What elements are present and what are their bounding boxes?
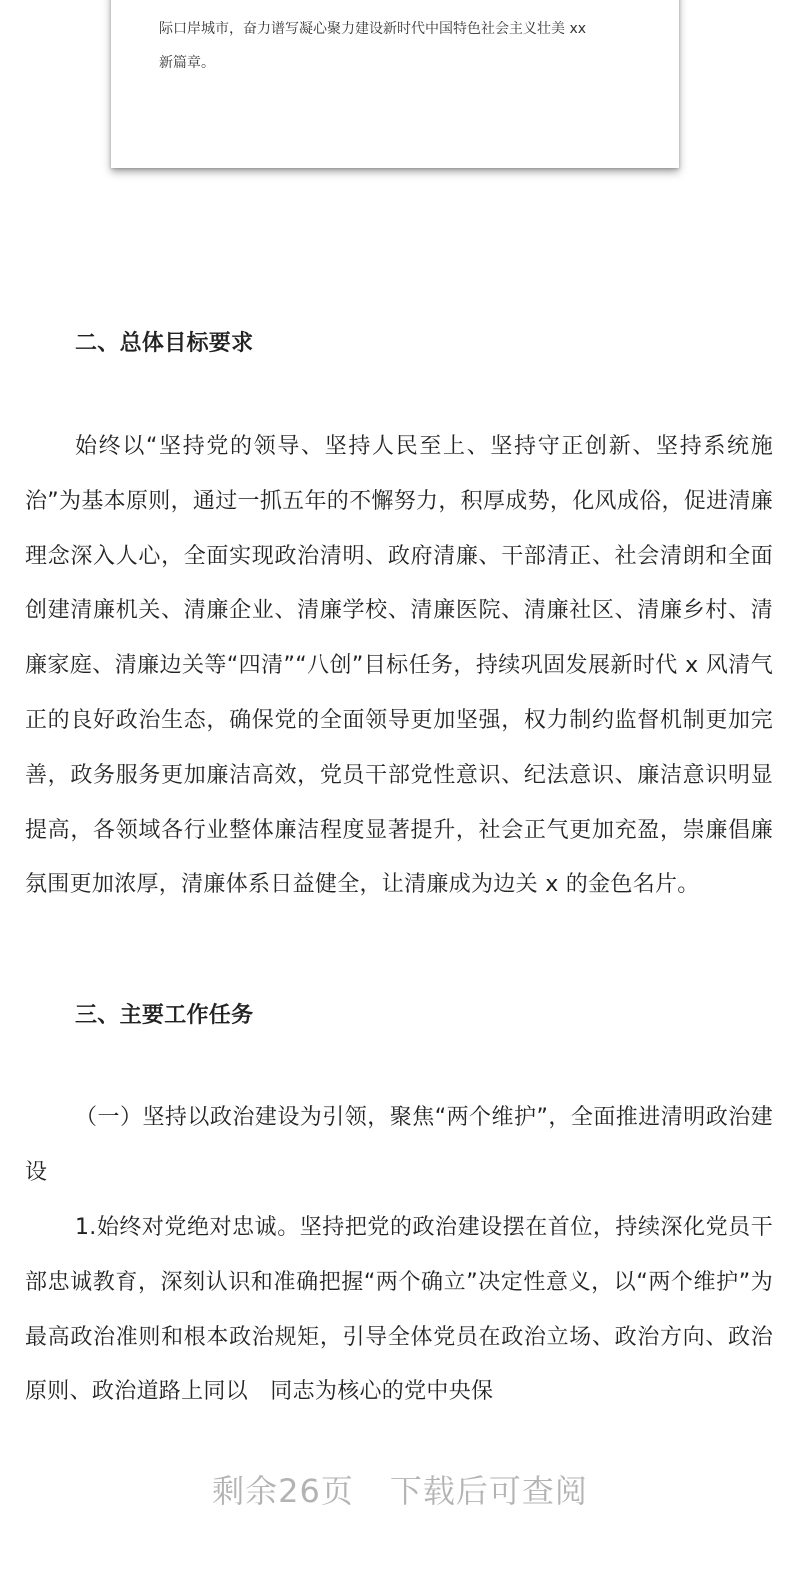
download-to-view-text[interactable]: 下载后可查阅 [389,1472,588,1510]
section-3-heading: 三、主要工作任务 [75,1003,254,1028]
download-prompt-banner[interactable] [0,1466,800,1512]
prev-page-line-1: 际口岸城市，奋力谱写凝心聚力建设新时代中国特色社会主义壮美 xx [159,21,587,37]
section-2-paragraph: 始终以“坚持党的领导、坚持人民至上、坚持守正创新、坚持系统施治”为基本原则，通过一抓五年的不懈努力，积厚成势，化风成俗，促进清廉理念深入人心，全面实现政治清明、政府清廉、干部清正、社会清朗和全面创建清廉机关、清廉企业、清廉学校、清廉医院、清廉社区、清廉乡村、清廉家庭、清廉边关等“四清”“八创”目标任务，持续巩固发展新时代 x 风清气正的良好政治生态，确保党的全面领导更加坚强，权力制约监督机制更加完善，政务服务更加廉洁高效，党员干部党性意识、纪法意识、廉洁意识明显提高，各领域各行业整体廉洁程度显著提升，社会正气更加充盈，崇廉倡廉氛围更加浓厚，清廉体系日益健全，让清廉成为边关 x 的金色名片。 [25,434,773,898]
remaining-pages-text: 剩余26页 [212,1472,354,1510]
prev-page-line-2: 新篇章。 [159,55,215,71]
subsection-1-title: （一）坚持以政治建设为引领，聚焦“两个维护”，全面推进清明政治建设 [25,1105,773,1185]
previous-page-card [111,0,679,168]
item-1-paragraph: 1.始终对党绝对忠诚。坚持把党的政治建设摆在首位，持续深化党员干部忠诚教育，深刻认识和准确把握“两个确立”决定性意义，以“两个维护”为最高政治准则和根本政治规矩，引导全体党员在政治立场、政治方向、政治原则、政治道路上同以 同志为核心的党中央保 [25,1215,773,1405]
section-2-heading: 二、总体目标要求 [75,331,254,356]
